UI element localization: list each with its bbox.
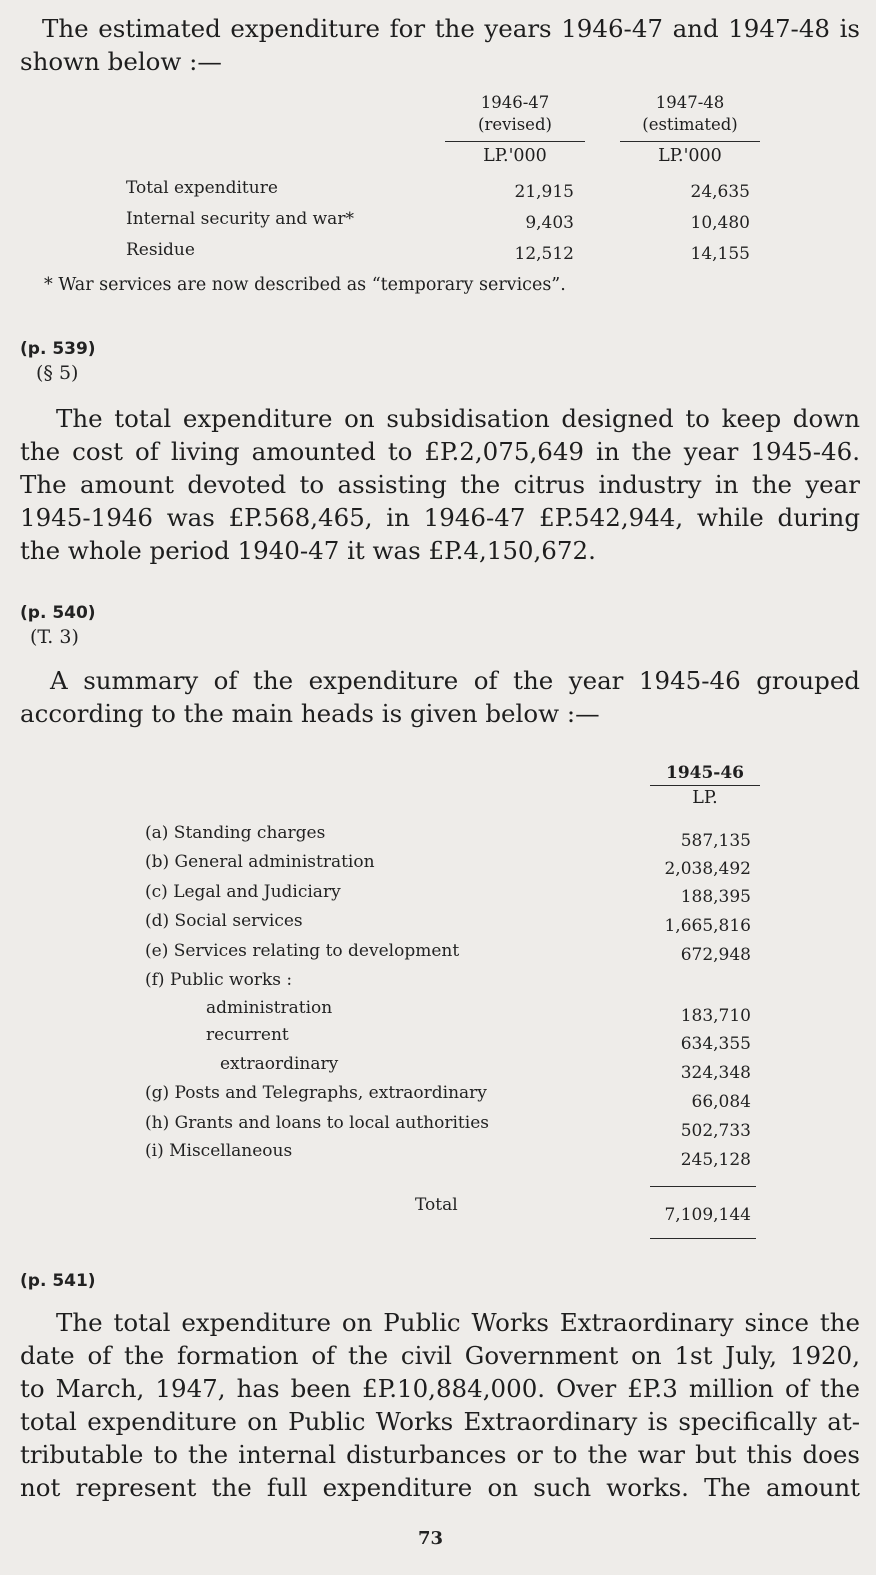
- page-reference: (p. 539): [20, 339, 96, 359]
- table2-row-label: (a) Standing charges: [145, 823, 326, 843]
- page-number: 73: [418, 1528, 444, 1549]
- table1-cell: 12,512: [514, 244, 574, 264]
- table2-row-label: (i) Miscellaneous: [145, 1141, 293, 1161]
- section-reference: (T. 3): [30, 626, 79, 648]
- text-line: tributable to the internal disturbances or to the war but this does: [20, 1440, 860, 1469]
- text-line: not represent the full expenditure on such works. The amount: [20, 1473, 860, 1502]
- table2-row-label: recurrent: [206, 1025, 289, 1045]
- table2-total-rule-top: [650, 1186, 756, 1187]
- table1-cell: 14,155: [690, 244, 750, 264]
- table1-col2-status: (estimated): [642, 115, 738, 134]
- text-line: date of the formation of the civil Government on 1st July, 1920,: [20, 1341, 860, 1370]
- table1-col1-status: (revised): [478, 115, 552, 134]
- table2-total-rule-bottom: [650, 1238, 756, 1239]
- text-line: 1945-1946 was £P.568,465, in 1946-47 £P.542,944, while during: [20, 503, 860, 532]
- subsidisation-paragraph: [20, 402, 860, 567]
- table1-cell: 21,915: [514, 182, 574, 202]
- text-line: The total expenditure on subsidisation designed to keep down: [56, 404, 860, 433]
- table1-col2-year: 1947-48: [655, 93, 725, 112]
- table1-col2-unit: LP.'000: [658, 146, 722, 166]
- text-line: the whole period 1940-47 it was £P.4,150,672.: [20, 536, 596, 565]
- table1-row-label: Residue: [126, 240, 195, 260]
- table2-total-label: Total: [415, 1195, 458, 1215]
- table1-row-label: Internal security and war*: [126, 209, 354, 229]
- table2-cell: 502,733: [680, 1121, 751, 1141]
- table1-footnote: * War services are now described as “temporary services”.: [44, 275, 566, 295]
- table2-cell: 1,665,816: [664, 916, 751, 936]
- table1-col2-rule: [620, 141, 760, 142]
- table2-cell: 672,948: [680, 945, 751, 965]
- table2-row-label: (f) Public works :: [145, 970, 293, 990]
- table2-cell: 188,395: [680, 887, 751, 907]
- summary-paragraph: [20, 664, 860, 730]
- text-line: to March, 1947, has been £P.10,884,000. Over £P.3 million of the: [20, 1374, 860, 1403]
- table2-row-label: (h) Grants and loans to local authorities: [145, 1113, 489, 1133]
- table2-row-label: administration: [206, 998, 333, 1018]
- text-line: A summary of the expenditure of the year 1945-46 grouped: [50, 666, 860, 695]
- table2-row-label: (c) Legal and Judiciary: [145, 882, 341, 902]
- text-line: total expenditure on Public Works Extraordinary is specifically at-: [20, 1407, 860, 1436]
- table1-col1-year: 1946-47: [480, 93, 550, 112]
- table2-row-label: (d) Social services: [145, 911, 303, 931]
- table1-cell: 10,480: [690, 213, 750, 233]
- text-line: according to the main heads is given below :—: [20, 699, 600, 728]
- table2-row-label: (e) Services relating to development: [145, 941, 460, 961]
- table2-cell: 2,038,492: [664, 859, 751, 879]
- table1-row-label: Total expenditure: [126, 178, 278, 198]
- table2-cell: 245,128: [680, 1150, 751, 1170]
- table2-cell: 587,135: [680, 831, 751, 851]
- table2-row-label: (g) Posts and Telegraphs, extraordinary: [145, 1083, 487, 1103]
- text-line: the cost of living amounted to £P.2,075,649 in the year 1945-46.: [20, 437, 860, 466]
- table1-col1-unit: LP.'000: [483, 146, 547, 166]
- page-reference: (p. 541): [20, 1271, 96, 1291]
- page-reference: (p. 540): [20, 603, 96, 623]
- table2-cell: 324,348: [680, 1063, 751, 1083]
- text-line: shown below :—: [20, 47, 222, 76]
- text-line: The total expenditure on Public Works Extraordinary since the: [56, 1308, 860, 1337]
- table2-row-label: extraordinary: [220, 1054, 339, 1074]
- table1-col1-rule: [445, 141, 585, 142]
- table2-cell: 183,710: [680, 1006, 751, 1026]
- table1-cell: 24,635: [690, 182, 750, 202]
- table2-cell: 634,355: [680, 1034, 751, 1054]
- intro-paragraph: [20, 12, 860, 78]
- table2-cell: 66,084: [691, 1092, 751, 1112]
- table2-unit: LP.: [692, 788, 718, 808]
- section-reference: (§ 5): [36, 362, 79, 384]
- table2-row-label: (b) General administration: [145, 852, 375, 872]
- text-line: The amount devoted to assisting the citrus industry in the year: [20, 470, 860, 499]
- text-line: The estimated expenditure for the years 1946-47 and 1947-48 is: [42, 14, 860, 43]
- table2-year: 1945-46: [665, 763, 745, 783]
- public-works-paragraph: [20, 1306, 860, 1504]
- table2-total-value: 7,109,144: [664, 1205, 751, 1225]
- table1-cell: 9,403: [525, 213, 574, 233]
